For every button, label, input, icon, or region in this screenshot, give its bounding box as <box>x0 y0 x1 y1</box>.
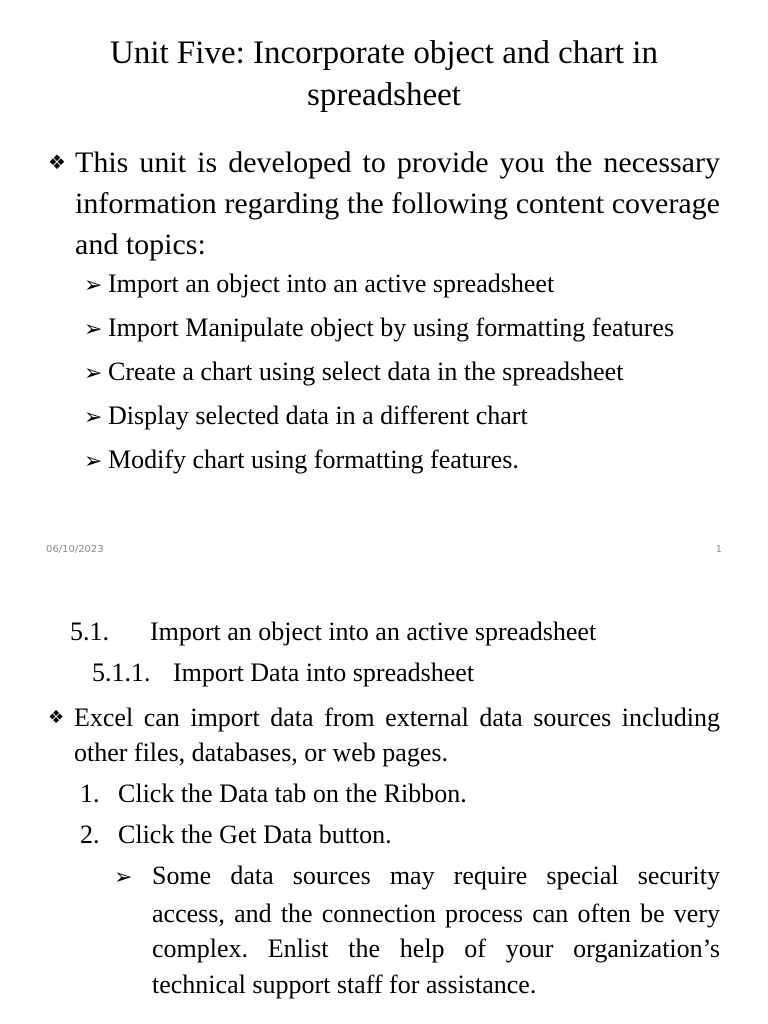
security-note <box>114 858 720 1002</box>
topic-text: Modify chart using formatting features. <box>108 445 519 474</box>
list-item <box>84 442 720 480</box>
list-item <box>80 776 720 811</box>
intro-bullet <box>48 142 720 265</box>
page-number: 1 <box>715 544 722 555</box>
intro-bullet-text: This unit is developed to provide you the necessary information regarding the following content coverage and topics: <box>75 146 720 261</box>
slide-2 <box>0 570 768 1024</box>
list-item <box>84 310 720 348</box>
list-item <box>84 398 720 436</box>
step-number: 2. <box>80 820 100 849</box>
arrowhead-bullet-icon: ➢ <box>84 405 103 430</box>
subsection-number: 5.1.1. <box>92 658 151 687</box>
step-text: Click the Get Data button. <box>118 820 392 849</box>
arrowhead-bullet-icon: ➢ <box>84 273 103 298</box>
section-number: 5.1. <box>70 617 109 646</box>
four-diamond-bullet-icon: ❖ <box>48 707 65 728</box>
arrowhead-bullet-icon: ➢ <box>114 865 133 890</box>
import-bullet-text: Excel can import data from external data sources including other files, databases, or web pages. <box>74 703 720 767</box>
security-note-text: Some data sources may require special security access, and the connection process can often be very complex. Enlist the help of your organization’s technical support staff for assistance. <box>152 861 720 999</box>
topic-list <box>84 266 720 486</box>
arrowhead-bullet-icon: ➢ <box>84 361 103 386</box>
section-heading <box>70 615 596 649</box>
subsection-heading <box>92 656 474 690</box>
list-item <box>80 817 720 852</box>
arrowhead-bullet-icon: ➢ <box>84 449 103 474</box>
list-item <box>84 354 720 392</box>
subsection-title: Import Data into spreadsheet <box>173 658 475 687</box>
footer-date: 06/10/2023 <box>46 544 104 555</box>
four-diamond-bullet-icon: ❖ <box>48 150 66 174</box>
topic-text: Import Manipulate object by using formatting features <box>108 313 675 342</box>
step-text: Click the Data tab on the Ribbon. <box>118 779 467 808</box>
topic-text: Display selected data in a different chart <box>108 401 528 430</box>
steps-list <box>80 776 720 858</box>
import-bullet <box>48 700 720 770</box>
topic-text: Import an object into an active spreadsheet <box>108 269 555 298</box>
arrowhead-bullet-icon: ➢ <box>84 317 103 342</box>
step-number: 1. <box>80 779 100 808</box>
section-title: Import an object into an active spreadsheet <box>150 617 597 646</box>
list-item <box>84 266 720 304</box>
slide-title: Unit Five: Incorporate object and chart in spreadsheet <box>110 35 658 113</box>
topic-text: Create a chart using select data in the spreadsheet <box>108 357 624 386</box>
